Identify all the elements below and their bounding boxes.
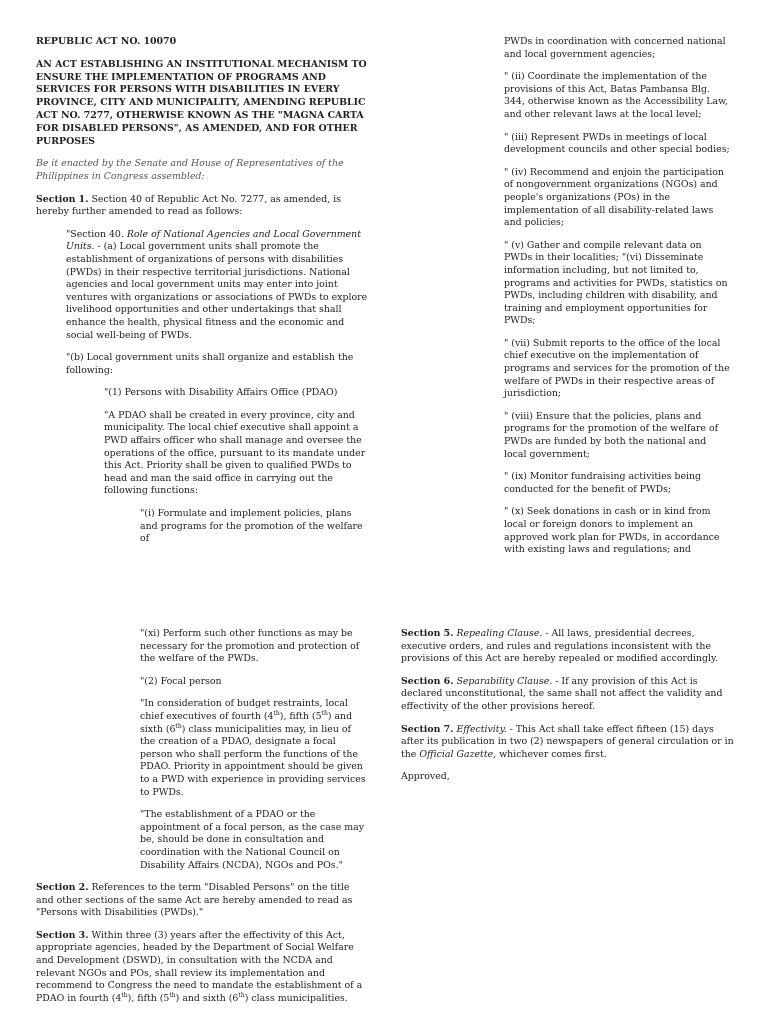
function-viii: " (viii) Ensure that the policies, plans and programs for the promotion of the welfare of PWDs are funded by both the national and local government; xyxy=(504,410,719,460)
section-2-text: References to the term "Disabled Persons" on the title and other sections of the same Act are hereby amended to read as "Persons with Disabilities (PWDs)." xyxy=(36,882,353,919)
section-2-label: Section 2. xyxy=(36,882,89,894)
pdao-heading: "(1) Persons with Disability Affairs Office (PDAO) xyxy=(104,387,338,399)
section-6-label: Section 6. xyxy=(401,675,454,687)
section-1-text: Section 40 of Republic Act No. 7277, as amended, is hereby further amended to read as follows: xyxy=(36,193,341,218)
focal-person-text xyxy=(140,698,368,799)
official-gazette: Official Gazette xyxy=(419,748,494,760)
function-x: " (x) Seek donations in cash or in kind from local or foreign donors to implement an approved work plan for PWDs, in accordance with existing laws and regulations; and xyxy=(504,506,720,556)
section-5-label: Section 5. xyxy=(401,628,454,639)
section-5 xyxy=(401,628,735,666)
superscript: th xyxy=(273,709,280,717)
focal-person-heading: "(2) Focal person xyxy=(140,675,222,687)
function-ii: " (ii) Coordinate the implementation of the provisions of this Act, Batas Pambansa Blg. 344, otherwise known as the Accessibility Law, and other relevant laws at the local level; xyxy=(504,71,729,120)
section-40-open: "Section 40. xyxy=(66,228,127,240)
section-7-title: Effectivity. xyxy=(456,723,507,735)
bottom-right-column xyxy=(401,628,735,794)
section-1-label: Section 1. xyxy=(36,193,89,205)
section-1 xyxy=(36,194,368,219)
focal-text-part: "In consideration of budget restraints, local chief executives of fourth (4 xyxy=(140,698,348,722)
pdao-text: "A PDAO shall be created in every province, city and municipality. The local chief executive shall appoint a PWD affairs officer who shall manage and oversee the operations of the office, pursuant to its mandate under this Act. Priority shall be given to qualified PWDs to head and man the said office in carrying out the following functions: xyxy=(104,409,366,497)
approved: Approved, xyxy=(401,771,450,783)
establishment-text: "The establishment of a PDAO or the appointment of a focal person, as the case may be, should be done in consultation and coordination with the National Council on Disability Affairs (NCDA), NGOs and POs." xyxy=(140,809,365,871)
focal-text-part: ) and sixth (6 xyxy=(140,710,353,735)
function-i-continued: PWDs in coordination with concerned national and local government agencies; xyxy=(504,36,726,60)
section-40 xyxy=(66,229,368,342)
function-iv: " (iv) Recommend and enjoin the participation of nongovernment organizations (NGOs) and people's organizations (POs) in the implementation of all disability-related laws and policies; xyxy=(504,166,724,229)
section-6-text: - If any provision of this Act is declared unconstitutional, the same shall not affect the validity and effectivity of the other provisions hereof. xyxy=(401,675,723,712)
function-iii: " (iii) Represent PWDs in meetings of local development councils and other special bodies; xyxy=(504,131,730,156)
section-7-text: - This Act shall take effect fifteen (15) days after its publication in two (2) newspapers of general circulation or in the xyxy=(401,723,734,760)
superscript: th xyxy=(175,722,182,730)
section-40-title: Role of National Agencies and Local Government Units. xyxy=(66,228,361,253)
section-5-title: Repealing Clause. xyxy=(456,628,543,639)
section-6-title: Separability Clause. xyxy=(456,675,553,687)
section-3-text: Within three (3) years after the effectivity of this Act, appropriate agencies, headed by the Department of Social Welfare and Development (DSWD), in consultation with the NCDA and relevant NGOs and POs, shall review its implementation and recommend to Congress the need to mandate the establishment of a PDAO in fourth (4 xyxy=(36,929,363,1004)
function-xi: "(xi) Perform such other functions as may be necessary for the promotion and protection of the welfare of the PWDs. xyxy=(140,628,360,665)
top-left-column xyxy=(36,36,368,556)
section-3-text: ) class municipalities. xyxy=(244,992,348,1004)
act-number: REPUBLIC ACT NO. 10070 xyxy=(36,36,177,47)
superscript: th xyxy=(321,709,328,717)
section-7-text-end: , whichever comes first. xyxy=(493,748,607,760)
function-i: "(i) Formulate and implement policies, plans and programs for the promotion of the welfare of xyxy=(140,508,363,545)
section-5-text: - All laws, presidential decrees, executive orders, and rules and regulations inconsistent with the provisions of this Act are hereby repealed or modified accordingly. xyxy=(401,628,719,665)
section-3-text: ), fifth (5 xyxy=(127,992,170,1004)
focal-text-part: ) class municipalities may, in lieu of the creation of a PDAO, designate a focal person who shall perform the functions of the PDAO. Priority in appointment should be given to a PWD with experience in providing services to PWDs. xyxy=(140,723,366,798)
superscript: th xyxy=(238,991,245,999)
top-right-column xyxy=(504,36,730,567)
section-3 xyxy=(36,930,368,1006)
section-3-label: Section 3. xyxy=(36,929,89,941)
function-v-vi: " (v) Gather and compile relevant data on PWDs in their localities; "(vi) Disseminate information including, but not limited to, programs and activities for PWDs, statistics on PWDs, including children with disability, and training and employment opportunities for PWDs; xyxy=(504,239,728,327)
section-7 xyxy=(401,724,735,762)
section-40-text: - (a) Local government units shall promote the establishment of organizations of persons with disabilities (PWDs) in their respective territorial jurisdictions. National agencies and local government units may enter into joint ventures with organizations or associations of PWDs to explore livelihood opportunities and other undertakings that shall enhance the health, physical fitness and the economic and social well-being of PWDs. xyxy=(66,241,368,341)
function-vii: " (vii) Submit reports to the office of the local chief executive on the implementation of programs and services for the promotion of the welfare of PWDs in their respective areas of jurisdiction; xyxy=(504,337,730,400)
focal-text-part: ), fifth (5 xyxy=(279,710,322,722)
section-6 xyxy=(401,676,735,714)
superscript: th xyxy=(121,991,128,999)
enacting-clause: Be it enacted by the Senate and House of Representatives of the Philippines in Congress assembled: xyxy=(36,158,344,182)
function-ix: " (ix) Monitor fundraising activities being conducted for the benefit of PWDs; xyxy=(504,471,702,495)
clause-b: "(b) Local government units shall organize and establish the following: xyxy=(66,352,354,376)
section-2 xyxy=(36,882,368,920)
act-title: AN ACT ESTABLISHING AN INSTITUTIONAL MECHANISM TO ENSURE THE IMPLEMENTATION OF PROGRAMS AND SERVICES FOR PERSONS WITH DISABILITIES IN EVERY PROVINCE, CITY AND MUNICIPALITY, AMENDING REPUBLIC ACT NO. 7277, OTHERWISE KNOWN AS THE "MAGNA CARTA FOR DISABLED PERSONS", AS AMENDED, AND FOR OTHER PURPOSES xyxy=(36,58,367,147)
section-7-label: Section 7. xyxy=(401,723,454,735)
section-3-text: ) and sixth (6 xyxy=(175,992,239,1004)
superscript: th xyxy=(169,991,176,999)
bottom-left-column xyxy=(36,628,368,1015)
